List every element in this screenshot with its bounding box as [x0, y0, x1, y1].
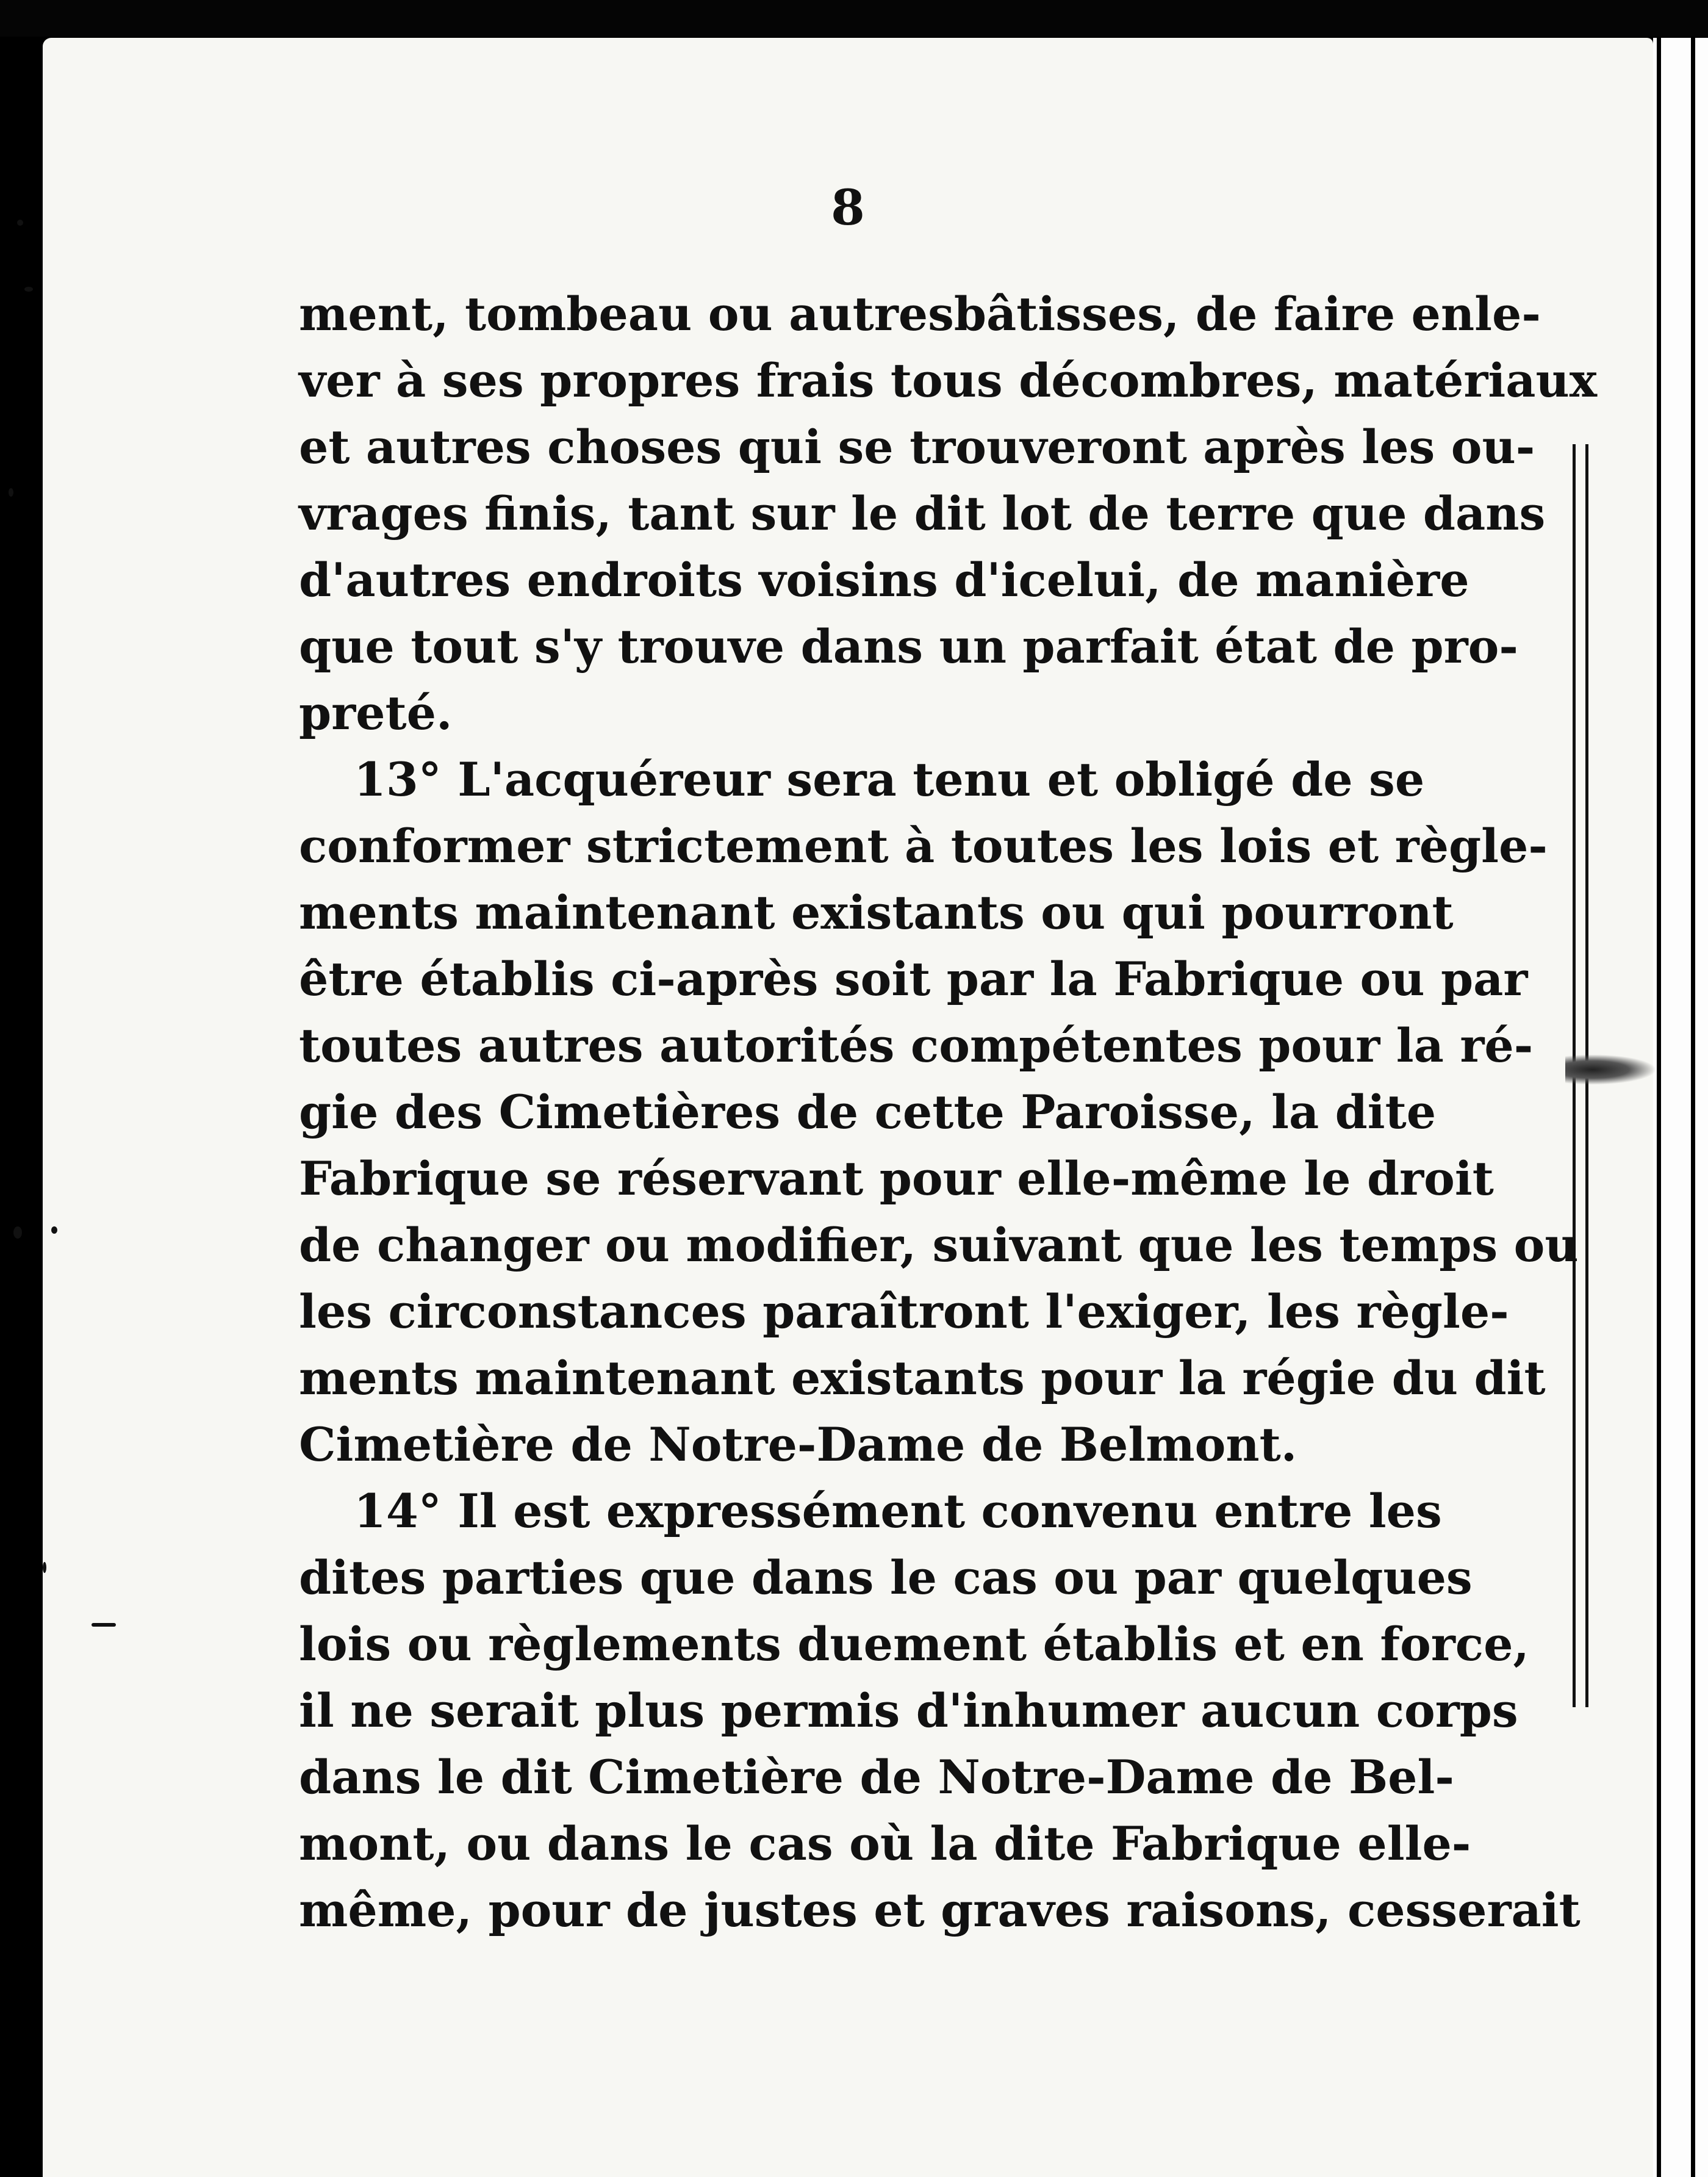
- scan-speck: [51, 1226, 57, 1234]
- text-line: et autres choses qui se trouveront après les ou-: [299, 420, 1535, 474]
- text-line: Cimetière de Notre-Dame de Belmont.: [299, 1417, 1297, 1472]
- binding-knot: [1565, 1054, 1657, 1085]
- text-line: ments maintenant existants pour la régie du dit: [299, 1351, 1546, 1405]
- edge-line: [1691, 38, 1695, 2177]
- text-line: lois ou règlements duement établis et en force,: [299, 1617, 1529, 1671]
- text-line: ver à ses propres frais tous décombres, matériaux: [299, 353, 1598, 408]
- text-line: 14° Il est expressément convenu entre les: [354, 1484, 1442, 1538]
- text-line: dans le dit Cimetière de Notre-Dame de Bel-: [299, 1750, 1454, 1804]
- text-line: conformer strictement à toutes les lois et règle-: [299, 819, 1548, 873]
- scan-right-strip: [1653, 38, 1708, 2177]
- text-line: Fabrique se réservant pour elle-même le droit: [299, 1151, 1494, 1206]
- text-line: que tout s'y trouve dans un parfait état de pro-: [299, 619, 1518, 674]
- edge-line: [1657, 38, 1661, 2177]
- text-line: être établis ci-après soit par la Fabrique ou par: [299, 952, 1528, 1006]
- page-number: 8: [831, 179, 865, 236]
- text-line: de changer ou modifier, suivant que les temps ou: [299, 1218, 1579, 1272]
- scan-speck: [13, 1226, 22, 1239]
- text-line: preté.: [299, 686, 453, 740]
- scan-speck: [43, 1562, 46, 1573]
- text-line: toutes autres autorités compétentes pour la ré-: [299, 1018, 1534, 1073]
- text-line: dites parties que dans le cas ou par quelques: [299, 1550, 1473, 1605]
- text-line: même, pour de justes et graves raisons, cesserait: [299, 1883, 1581, 1937]
- scan-speck: [24, 287, 33, 292]
- scan-speck: [9, 488, 13, 497]
- scan-speck: [92, 1623, 116, 1627]
- body-text: [299, 281, 1598, 1943]
- text-line: 13° L'acquéreur sera tenu et obligé de se: [354, 752, 1425, 807]
- text-line: il ne serait plus permis d'inhumer aucun corps: [299, 1683, 1518, 1738]
- text-line: mont, ou dans le cas où la dite Fabrique elle-: [299, 1816, 1471, 1871]
- scan-top-edge: [0, 0, 1708, 37]
- scan-speck: [17, 220, 23, 226]
- text-line: gie des Cimetières de cette Paroisse, la dite: [299, 1085, 1437, 1139]
- text-line: ment, tombeau ou autresbâtisses, de faire enle-: [299, 287, 1541, 341]
- text-line: les circonstances paraîtront l'exiger, les règle-: [299, 1284, 1509, 1339]
- text-line: d'autres endroits voisins d'icelui, de manière: [299, 553, 1469, 607]
- text-line: vrages finis, tant sur le dit lot de terre que dans: [299, 486, 1546, 541]
- text-line: ments maintenant existants ou qui pourront: [299, 885, 1454, 940]
